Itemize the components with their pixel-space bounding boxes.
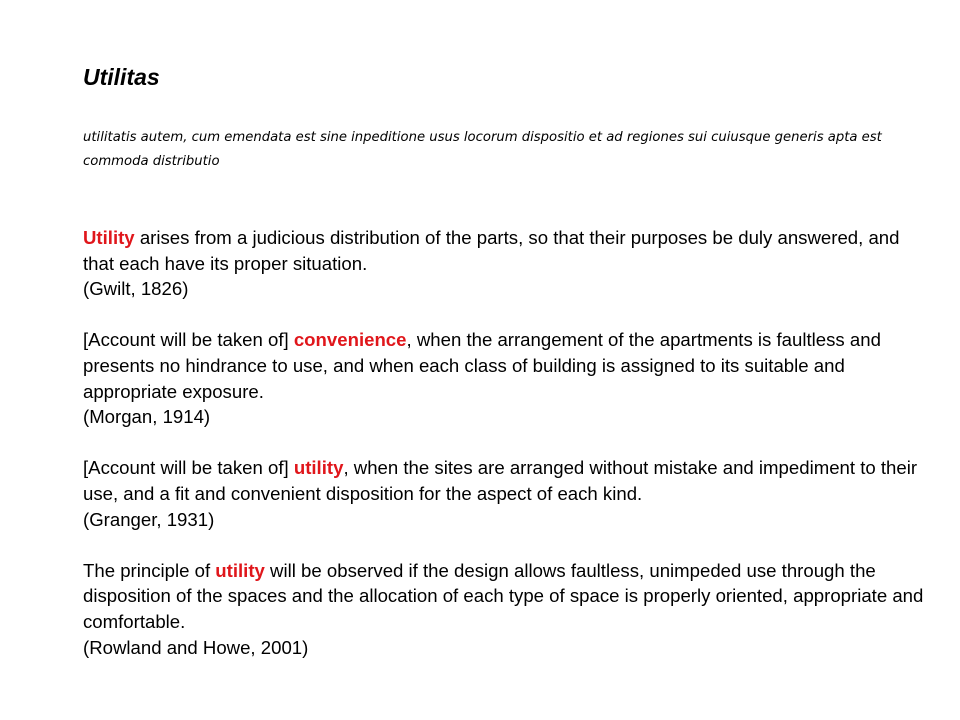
- translation-prefix: [Account will be taken of]: [83, 457, 294, 479]
- translation-morgan: [83, 327, 928, 429]
- translation-keyword: utility: [293, 457, 344, 479]
- translation-text: [83, 455, 928, 506]
- translation-keyword: convenience: [293, 329, 407, 351]
- translations-list: [83, 225, 928, 686]
- translation-rowland-howe: [83, 558, 928, 660]
- translation-keyword: Utility: [83, 227, 135, 248]
- translation-gwilt: [83, 225, 928, 302]
- slide-title: Utilitas: [83, 64, 160, 90]
- translation-prefix: [Account will be taken of]: [83, 329, 294, 351]
- translation-text: [83, 225, 928, 276]
- translation-text: [83, 327, 928, 404]
- translation-rest: , when the arrangement of the apartments is faultless and presents no hindrance to use, and when each class of building is assigned to its suitable and appropriate exposure.: [83, 329, 881, 402]
- translation-citation: (Gwilt, 1826): [83, 278, 189, 300]
- translation-citation: (Rowland and Howe, 2001): [83, 636, 309, 658]
- translation-prefix: The principle of: [83, 559, 216, 581]
- latin-quote: utilitatis autem, cum emendata est sine inpeditione usus locorum dispositio et ad regiones sui cuiusque generis apta est commoda distributio: [83, 130, 882, 169]
- translation-keyword: utility: [215, 559, 265, 581]
- translation-citation: (Morgan, 1914): [83, 406, 211, 428]
- translation-text: [83, 558, 928, 635]
- translation-rest: , when the sites are arranged without mistake and impediment to their use, and a fit and convenient disposition for the aspect of each kind.: [83, 457, 918, 504]
- translation-granger: [83, 455, 928, 532]
- translation-rest: arises from a judicious distribution of the parts, so that their purposes be duly answered, and that each have its proper situation.: [83, 227, 900, 274]
- translation-rest: will be observed if the design allows faultless, unimpeded use through the disposition of the spaces and the allocation of each type of space is properly oriented, appropriate and comfortable.: [83, 559, 924, 632]
- translation-citation: (Granger, 1931): [83, 508, 215, 530]
